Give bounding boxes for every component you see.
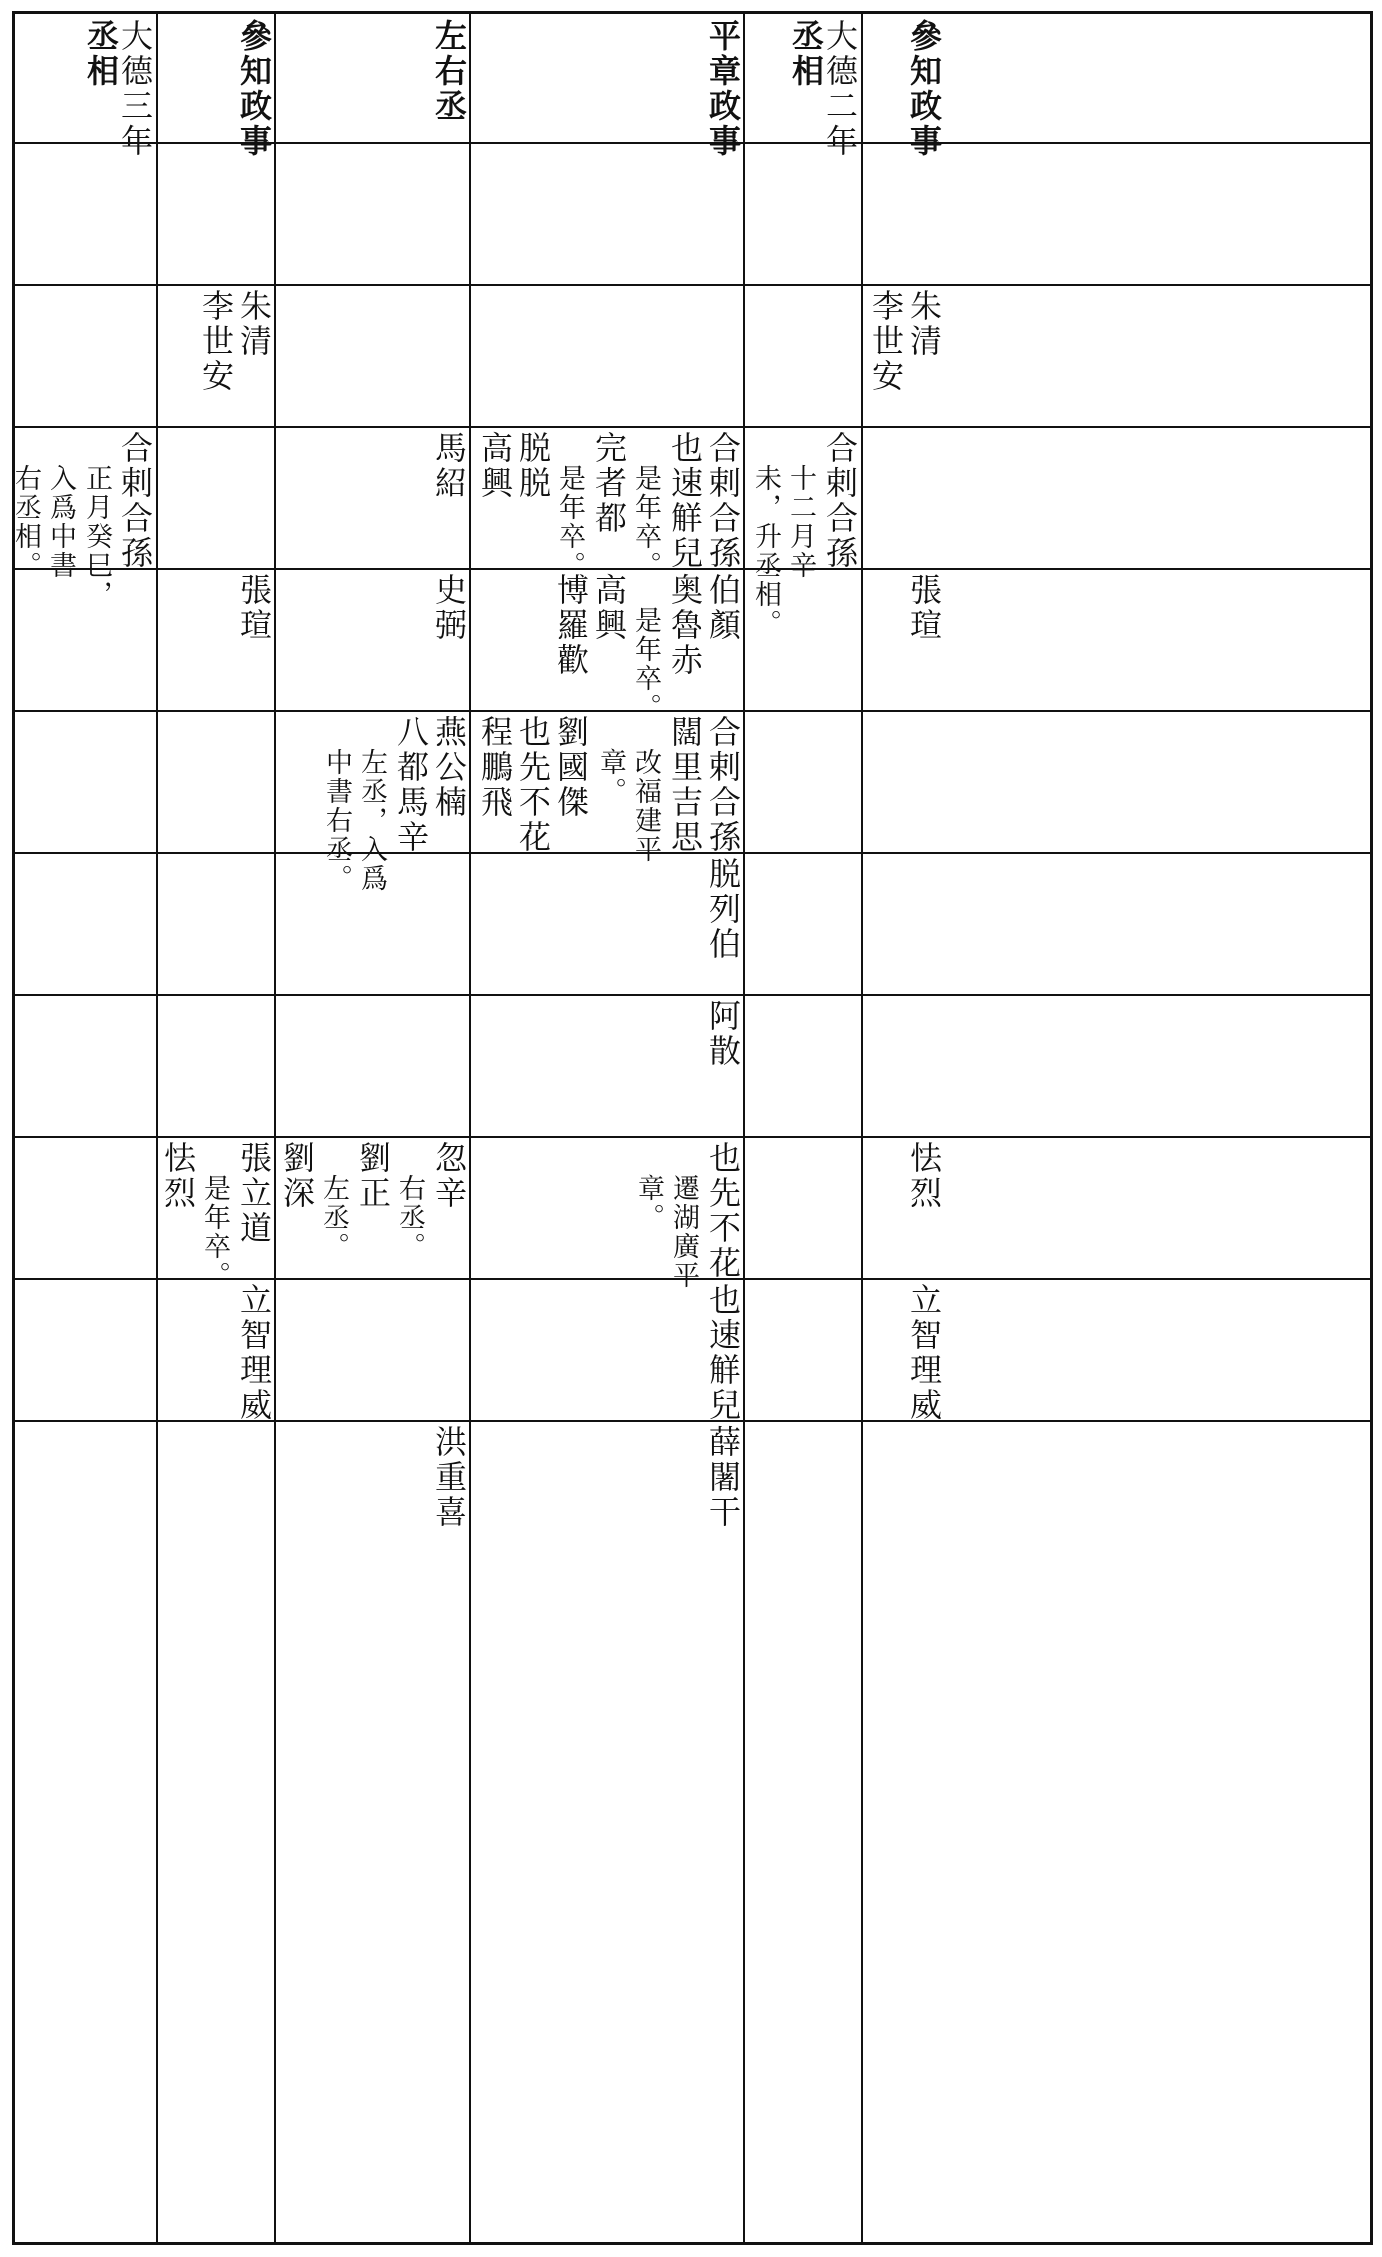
entry-name: 薛闍干 [704, 1425, 742, 1530]
entry-note: 右丞相。 [10, 464, 41, 580]
header-divider [15, 142, 1370, 144]
entry-name: 張立道 [235, 1141, 273, 1246]
entry-note: 左丞。 [318, 1174, 349, 1261]
header-canzhi-2: 參知政事 [235, 19, 273, 159]
entry-name: 程鵬飛 [476, 715, 514, 820]
entry-name: 怯烈 [159, 1141, 197, 1211]
entry-note: 是年卒。 [630, 464, 661, 580]
entry-note: 入爲中書 [45, 464, 76, 580]
entry-name: 也先不花 [704, 1141, 742, 1281]
entry-name: 也先不花 [514, 715, 552, 855]
entry-note: 章。 [633, 1174, 664, 1232]
column-divider [156, 14, 158, 2242]
header-pingzhang: 平章政事 [704, 19, 742, 159]
entry-note: 是年卒。 [199, 1174, 230, 1290]
entry-name: 高興 [590, 573, 628, 643]
column-divider [743, 14, 745, 2242]
entry-name: 劉深 [278, 1141, 316, 1211]
entry-note: 章。 [595, 748, 626, 806]
entry-name: 張瑄 [235, 573, 273, 643]
entry-name: 合剌合孫 [704, 431, 742, 571]
entry-name: 劉國傑 [552, 715, 590, 820]
header-canzhi-1: 參知政事 [905, 19, 943, 159]
entry-name: 八都馬辛 [392, 715, 430, 855]
entry-name: 也速觧兒 [666, 431, 704, 571]
entry-name: 怯烈 [905, 1141, 943, 1211]
entry-name: 洪重喜 [430, 1425, 468, 1530]
entry-name: 立智理威 [905, 1283, 943, 1423]
row-divider [15, 994, 1370, 996]
entry-name: 李世安 [197, 289, 235, 394]
entry-note: 是年卒。 [554, 464, 585, 580]
entry-name: 脱列伯 [704, 857, 742, 962]
entry-name: 燕公楠 [430, 715, 468, 820]
row-divider [15, 1420, 1370, 1422]
entry-name: 張瑄 [905, 573, 943, 643]
entry-note: 正月癸巳， [81, 464, 112, 609]
column-divider [274, 14, 276, 2242]
header-year-dade2: 大德二年 [821, 19, 859, 159]
entry-note: 改福建平 [630, 748, 661, 864]
chronology-table [12, 11, 1373, 2245]
row-divider [15, 284, 1370, 286]
entry-name: 忽辛 [430, 1141, 468, 1211]
entry-name: 立智理威 [235, 1283, 273, 1423]
entry-note: 十二月辛 [785, 464, 816, 580]
entry-name: 合剌合孫 [704, 715, 742, 855]
entry-note: 是年卒。 [630, 606, 661, 722]
entry-note: 左丞，入爲 [356, 748, 387, 893]
entry-name: 合剌合孫 [116, 431, 154, 571]
entry-name: 高興 [476, 431, 514, 501]
entry-name: 完者都 [590, 431, 628, 536]
column-divider [861, 14, 863, 2242]
entry-name: 朱清 [235, 289, 273, 359]
column-divider [469, 14, 471, 2242]
entry-name: 劉正 [354, 1141, 392, 1211]
entry-name: 阿散 [704, 999, 742, 1069]
entry-note: 右丞。 [394, 1174, 425, 1261]
entry-note: 中書右丞。 [321, 748, 352, 893]
entry-note: 未，升丞相。 [750, 464, 781, 638]
entry-name: 也速觧兒 [704, 1283, 742, 1423]
entry-name: 合剌合孫 [821, 431, 859, 571]
row-divider [15, 1136, 1370, 1138]
entry-note: 遷湖廣平 [668, 1174, 699, 1290]
header-zuoyoucheng: 左右丞 [430, 19, 468, 124]
entry-name: 朱清 [905, 289, 943, 359]
entry-name: 伯顏 [704, 573, 742, 643]
header-chengxiang-1: 丞相 [787, 19, 825, 89]
row-divider [15, 426, 1370, 428]
entry-name: 脱脱 [514, 431, 552, 501]
header-chengxiang-2: 丞相 [82, 19, 120, 89]
entry-name: 馬紹 [430, 431, 468, 501]
entry-name: 博羅歡 [552, 573, 590, 678]
row-divider [15, 710, 1370, 712]
header-year-dade3: 大德三年 [116, 19, 154, 159]
entry-name: 闊里吉思 [666, 715, 704, 855]
entry-name: 奥魯赤 [666, 573, 704, 678]
entry-name: 史弼 [430, 573, 468, 643]
entry-name: 李世安 [867, 289, 905, 394]
